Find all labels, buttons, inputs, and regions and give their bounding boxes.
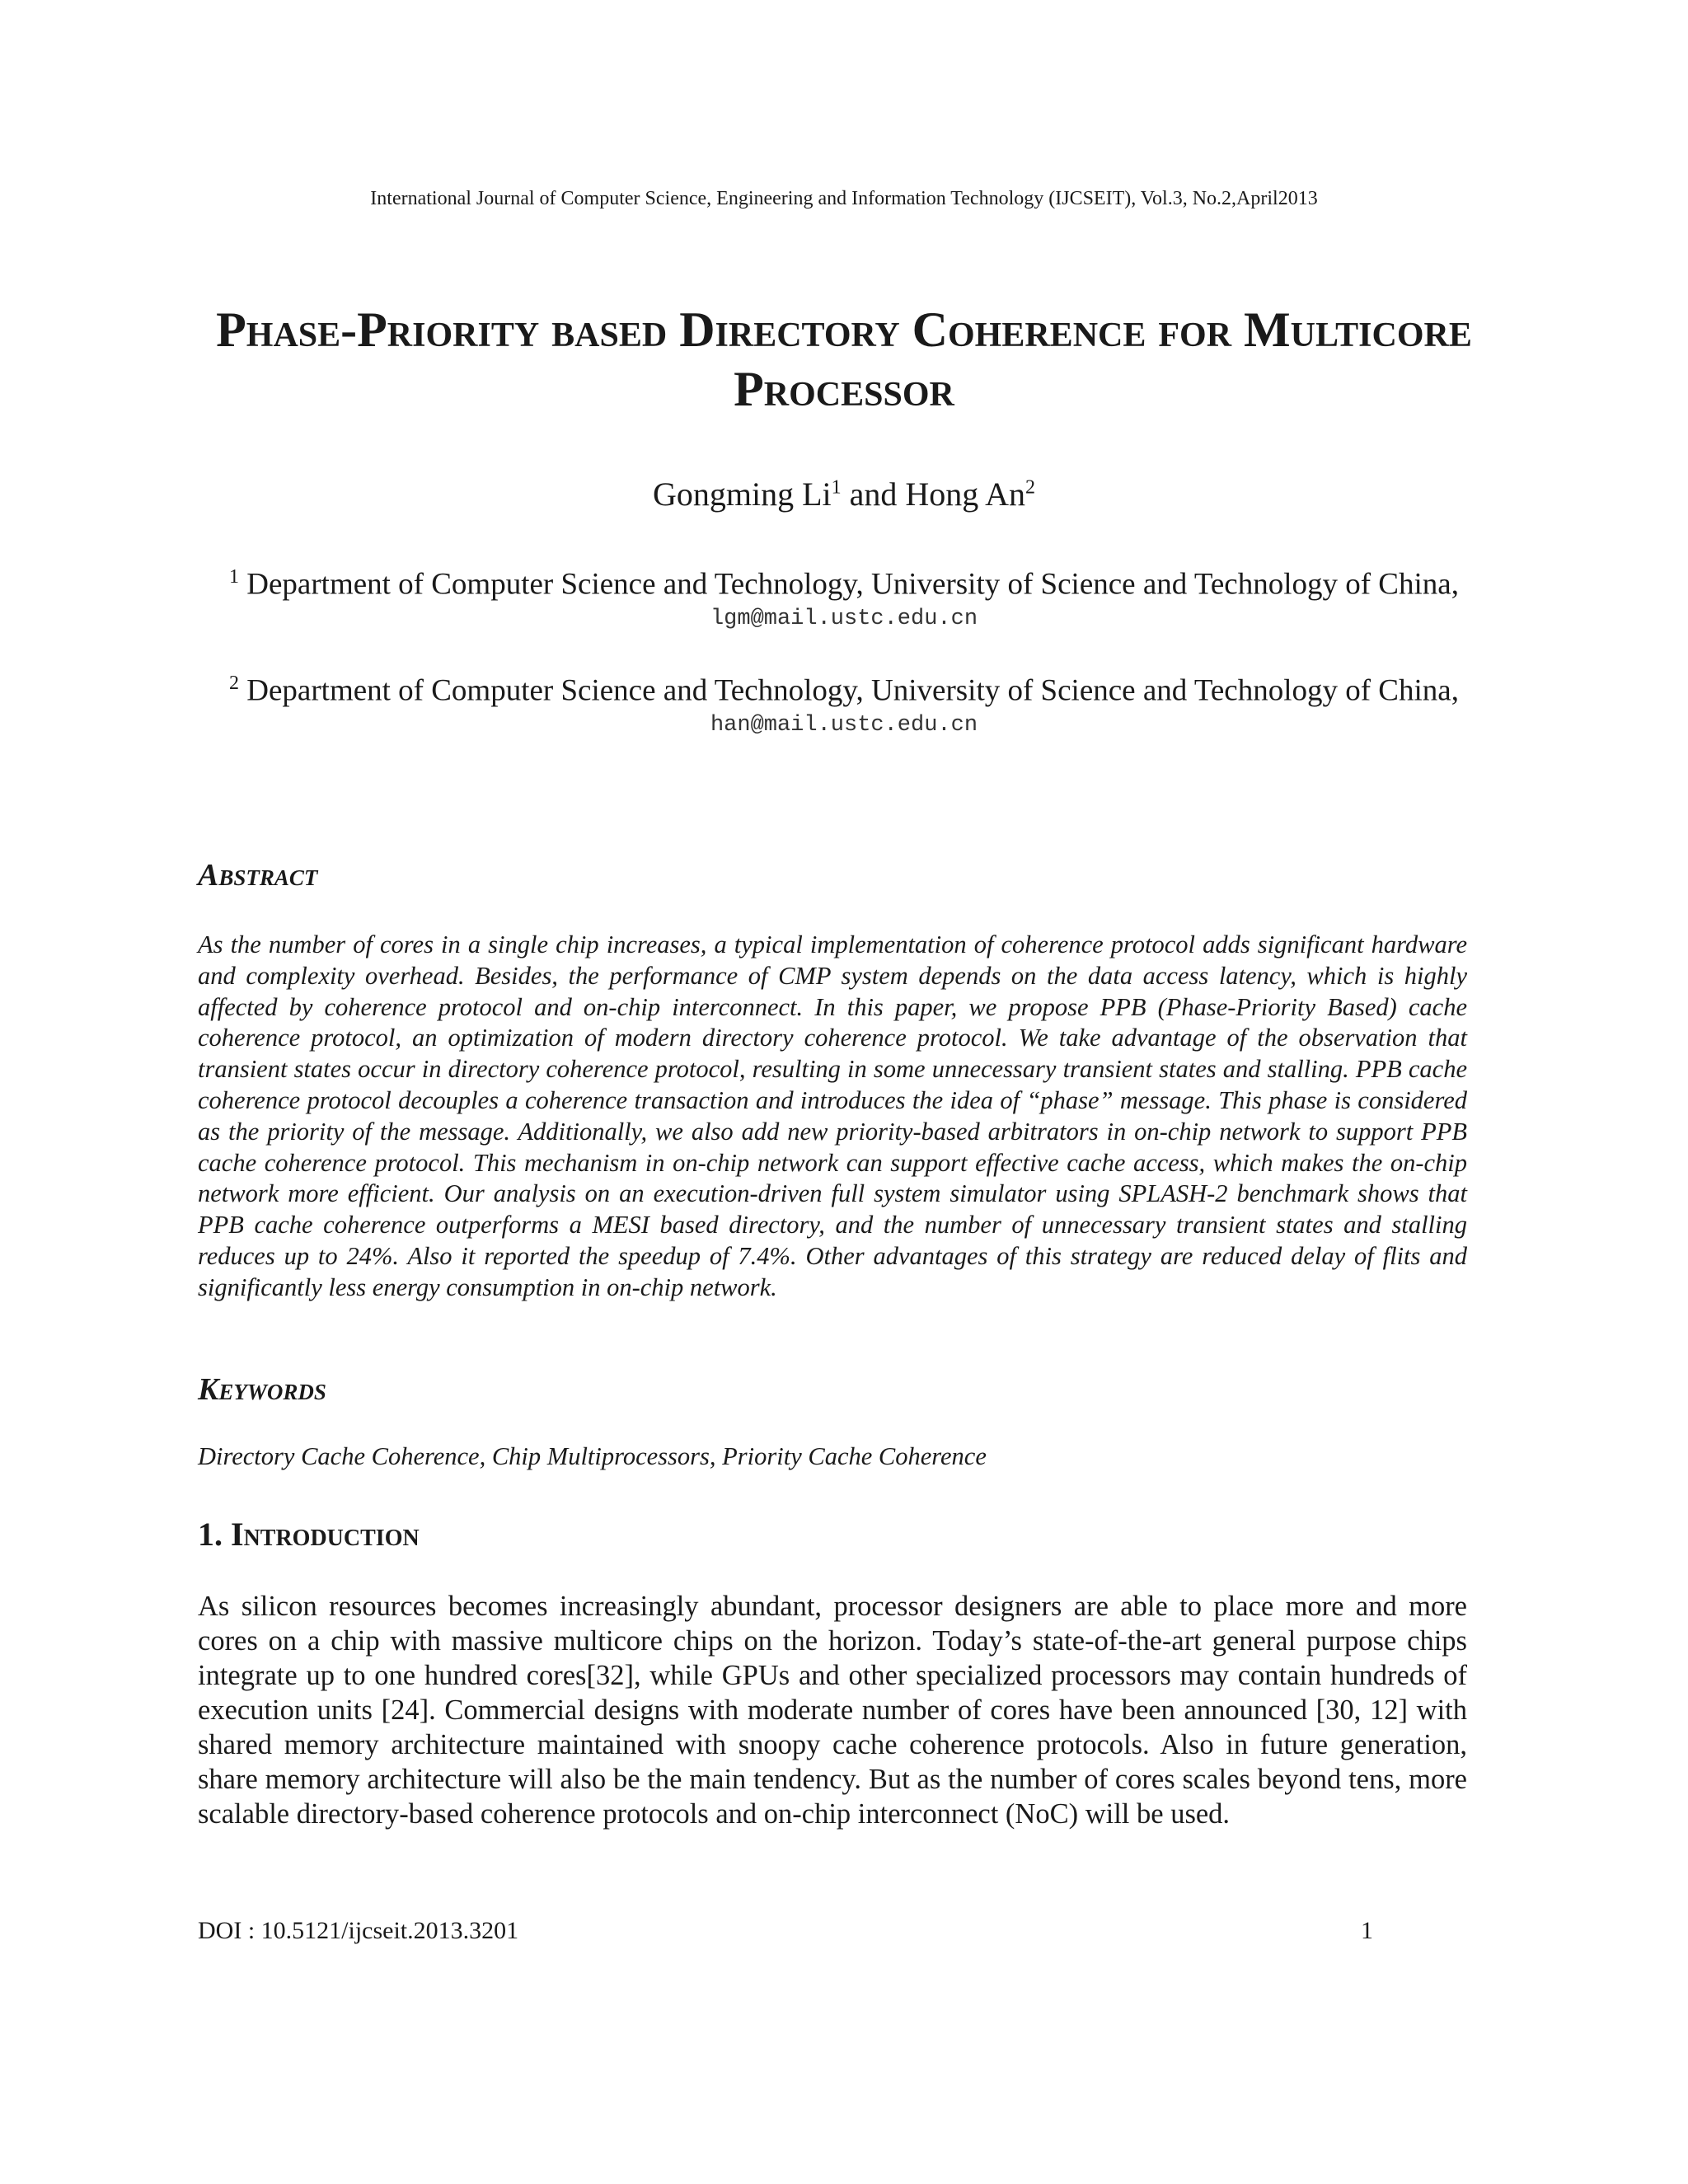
- affiliation-2: [198, 664, 1490, 741]
- keywords-heading: Keywords: [198, 1372, 326, 1407]
- affiliation-superscript: 1: [229, 566, 240, 588]
- affiliation-text: Department of Computer Science and Technology, University of Science and Technology of China,: [239, 567, 1459, 602]
- abstract-heading: Abstract: [198, 858, 318, 893]
- keywords-text: Directory Cache Coherence, Chip Multiprocessors, Priority Cache Coherence: [198, 1442, 987, 1470]
- author-email: lgm@mail.ustc.edu.cn: [710, 607, 978, 632]
- running-header: International Journal of Computer Science, Engineering and Information Technology (IJCSEIT), Vol.3, No.2,April2013: [370, 188, 1318, 209]
- page-number: 1: [1361, 1917, 1373, 1944]
- affiliation-1: [198, 558, 1490, 635]
- paper-title: Phase-Priority based Directory Coherence for Multicore Processor: [216, 302, 1472, 416]
- introduction-text: As silicon resources becomes increasingly abundant, processor designers are able to place more and more cores on a chip with massive multicore chips on the horizon. Today’s state-of-the-art general purpose chips integrate up to one hundred cores[32], while GPUs and other specialized processors may contain hundreds of execution units [24]. Commercial designs with moderate number of cores have been announced [30, 12] with shared memory architecture maintained with snoopy cache coherence protocols. Also in future generation, share memory architecture will also be the main tendency. But as the number of cores scales beyond tens, more scalable directory-based coherence protocols and on-chip interconnect (NoC) will be used.: [198, 1591, 1467, 1830]
- author-name: Hong An: [905, 476, 1025, 513]
- author-email: han@mail.ustc.edu.cn: [710, 713, 978, 738]
- author-superscript: 2: [1025, 476, 1035, 499]
- introduction-heading: 1. Introduction: [198, 1516, 420, 1553]
- affiliation-superscript: 2: [229, 673, 240, 694]
- author-line: [0, 475, 1688, 513]
- author-superscript: 1: [831, 476, 842, 499]
- author-connector: and: [841, 476, 906, 513]
- abstract-text: As the number of cores in a single chip increases, a typical implementation of coherence protocol adds significant hardware and complexity overhead. Besides, the performance of CMP system depends on the data access latency, which is highly affected by coherence protocol and on-chip interconnect. In this paper, we propose PPB (Phase-Priority Based) cache coherence protocol, an optimization of modern directory coherence protocol. We take advantage of the observation that transient states occur in directory coherence protocol, resulting in some unnecessary transient states and stalling. PPB cache coherence protocol decouples a coherence transaction and introduces the idea of “phase” message. This phase is considered as the priority of the message. Additionally, we also add new priority-based arbitrators in on-chip network to support PPB cache coherence protocol. This mechanism in on-chip network can support effective cache access, which makes the on-chip network more efficient. Our analysis on an execution-driven full system simulator using SPLASH-2 benchmark shows that PPB cache coherence outperforms a MESI based directory, and the number of unnecessary transient states and stalling reduces up to 24%. Also it reported the speedup of 7.4%. Other advantages of this strategy are reduced delay of flits and significantly less energy consumption in on-chip network.: [198, 930, 1467, 1301]
- affiliation-text: Department of Computer Science and Technology, University of Science and Technology of China,: [239, 673, 1459, 708]
- footer-doi: DOI : 10.5121/ijcseit.2013.3201: [198, 1917, 519, 1944]
- author-name: Gongming Li: [652, 476, 832, 513]
